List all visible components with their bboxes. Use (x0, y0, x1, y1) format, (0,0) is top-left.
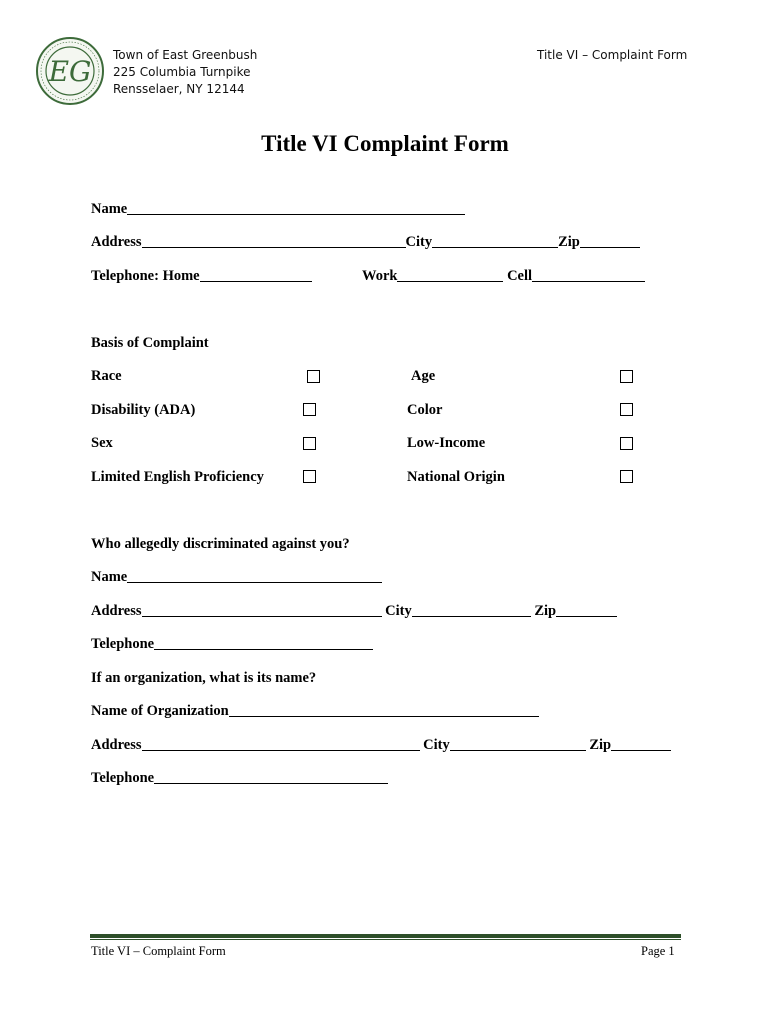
org-name-label: Name of Organization (91, 703, 229, 719)
complainant-work-cell-field[interactable] (362, 268, 645, 285)
footer-rule-thin (90, 939, 681, 940)
org-zip-label: Zip (589, 737, 612, 753)
respondent-name-label: Name (91, 569, 128, 585)
basis-heading: Basis of Complaint (91, 335, 209, 351)
respondent-address-row[interactable] (91, 603, 617, 620)
respondent-address-label: Address (91, 603, 142, 619)
basis-option-low-income: Low-Income (407, 435, 486, 451)
header-address-line1: 225 Columbia Turnpike (113, 65, 251, 79)
complainant-name-field[interactable] (91, 201, 465, 218)
cell-label: Cell (507, 268, 533, 284)
basis-option-race: Race (91, 368, 122, 384)
header-org-name: Town of East Greenbush (113, 48, 258, 62)
work-line[interactable] (397, 269, 503, 282)
org-question: If an organization, what is its name? (91, 670, 317, 686)
age-checkbox[interactable] (620, 370, 633, 383)
respondent-telephone-line[interactable] (154, 637, 373, 650)
address-label: Address (91, 234, 142, 250)
zip-line[interactable] (580, 235, 640, 248)
basis-option-sex: Sex (91, 435, 113, 451)
race-checkbox[interactable] (307, 370, 320, 383)
org-address-row[interactable] (91, 737, 671, 754)
footer-page-number: Page 1 (641, 944, 675, 958)
org-address-label: Address (91, 737, 142, 753)
basis-option-disability: Disability (ADA) (91, 402, 196, 418)
org-city-label: City (423, 737, 450, 753)
name-label: Name (91, 201, 128, 217)
lep-checkbox[interactable] (303, 470, 316, 483)
zip-label: Zip (558, 234, 580, 250)
org-city-line[interactable] (450, 738, 586, 751)
org-telephone-label: Telephone (91, 770, 155, 786)
color-checkbox[interactable] (620, 403, 633, 416)
name-line[interactable] (127, 202, 465, 215)
respondent-address-line[interactable] (142, 604, 382, 617)
basis-option-national-origin: National Origin (407, 469, 505, 485)
home-telephone-line[interactable] (200, 269, 312, 282)
basis-option-age: Age (411, 368, 436, 384)
low-income-checkbox[interactable] (620, 437, 633, 450)
footer-rule-thick (90, 934, 681, 938)
disability-checkbox[interactable] (303, 403, 316, 416)
org-telephone-field[interactable] (91, 770, 388, 787)
respondent-name-line[interactable] (127, 570, 382, 583)
city-line[interactable] (432, 235, 558, 248)
header-right-title: Title VI – Complaint Form (537, 48, 688, 62)
org-telephone-line[interactable] (154, 771, 388, 784)
page-title: Title VI Complaint Form (261, 131, 509, 156)
city-label: City (405, 234, 433, 250)
respondent-zip-line[interactable] (556, 604, 617, 617)
address-line[interactable] (142, 235, 406, 248)
org-name-line[interactable] (229, 704, 539, 717)
svg-text:EG: EG (48, 55, 92, 88)
town-seal-logo (35, 36, 105, 106)
footer-title: Title VI – Complaint Form (91, 944, 226, 958)
sex-checkbox[interactable] (303, 437, 316, 450)
org-name-field[interactable] (91, 703, 539, 720)
basis-option-lep: Limited English Proficiency (91, 469, 264, 485)
complainant-home-phone-field[interactable] (91, 268, 312, 285)
complainant-address-row[interactable] (91, 234, 640, 251)
header-address-line2: Rensselaer, NY 12144 (113, 82, 245, 96)
home-telephone-label: Telephone: Home (91, 268, 200, 284)
respondent-heading: Who allegedly discriminated against you? (91, 536, 350, 552)
national-origin-checkbox[interactable] (620, 470, 633, 483)
respondent-city-line[interactable] (412, 604, 531, 617)
org-zip-line[interactable] (611, 738, 671, 751)
respondent-zip-label: Zip (534, 603, 557, 619)
work-label: Work (362, 268, 398, 284)
respondent-name-field[interactable] (91, 569, 382, 586)
cell-line[interactable] (532, 269, 645, 282)
basis-option-color: Color (407, 402, 443, 418)
respondent-city-label: City (385, 603, 412, 619)
respondent-telephone-field[interactable] (91, 636, 373, 653)
respondent-telephone-label: Telephone (91, 636, 155, 652)
org-address-line[interactable] (142, 738, 420, 751)
